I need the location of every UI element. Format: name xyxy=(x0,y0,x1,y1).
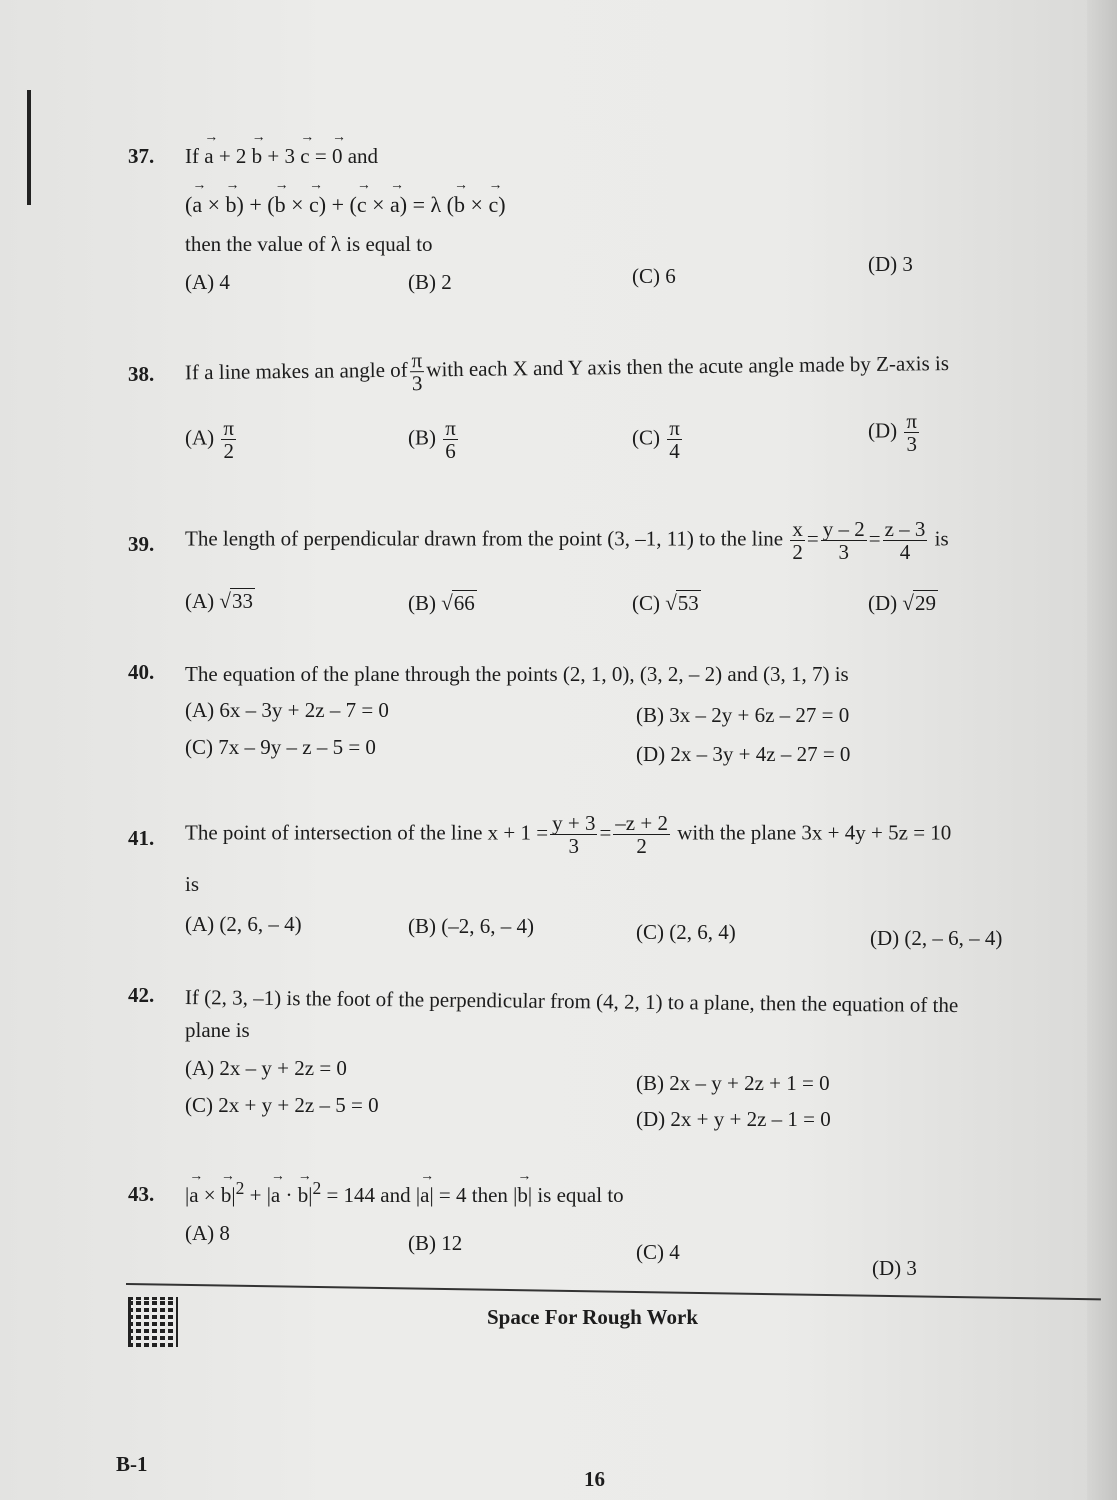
question-text: The point of intersection of the line x + 1 = $\frac{y + 3}{3}$ = $\frac{-z + 2}{2}$ with the plane 3x + 4y + 5z = 10 xyxy=(185,811,952,859)
option-b[interactable]: (B) 12 xyxy=(408,1231,463,1255)
option-b[interactable]: (B) $\frac{\pi}{6}$ xyxy=(408,416,456,464)
rough-work-label: Space For Rough Work xyxy=(487,1305,699,1329)
option-c[interactable]: (C) $\frac{\pi}{4}$ xyxy=(632,416,680,464)
question-text-line2: is xyxy=(185,872,200,896)
option-a[interactable]: (A) 4 xyxy=(185,270,230,294)
margin-mark xyxy=(27,90,31,205)
question-text: The equation of the plane through the points (2, 1, 0), (3, 2, – 2) and (3, 1, 7) is xyxy=(185,662,849,686)
option-b[interactable]: (B) 2 xyxy=(408,270,452,294)
question-text-line1: If (2, 3, –1) is the foot of the perpendicular from (4, 2, 1) to a plane, then the equation of the xyxy=(184,985,959,1018)
option-b[interactable]: (B) 2x – y + 2z + 1 = 0 xyxy=(636,1071,830,1095)
option-b[interactable]: (B) √66 xyxy=(408,591,475,615)
question-text: If a line makes an angle of $\frac{\pi}{3}$ with each X and Y axis then the acute angle made by Z-axis is xyxy=(184,348,950,396)
option-d[interactable]: (D) (2, – 6, – 4) xyxy=(870,926,1003,950)
question-number: 39. xyxy=(128,532,155,556)
question-text: The length of perpendicular drawn from the point (3, –1, 11) to the line $\frac{x}{2}$ = $\frac{y - 2}{3}$ = $\frac{z - 3}{4}$ is xyxy=(185,517,949,565)
option-a[interactable]: (A) $\frac{\pi}{2}$ xyxy=(185,416,235,464)
option-a[interactable]: (A) 6x – 3y + 2z – 7 = 0 xyxy=(185,698,389,722)
option-a[interactable]: (A) √33 xyxy=(185,589,253,613)
question-text-line3: then the value of λ is equal to xyxy=(185,232,433,256)
option-d[interactable]: (D) 2x – 3y + 4z – 27 = 0 xyxy=(636,742,851,766)
question-equation: (→ a × → b) + (→ b × → c) + (→ c × → a) = λ (→ b × → c) xyxy=(185,188,506,218)
page-spine-shadow xyxy=(1087,0,1117,1500)
option-d[interactable]: (D) 2x + y + 2z – 1 = 0 xyxy=(636,1107,831,1131)
question-number: 40. xyxy=(128,660,155,684)
qr-code xyxy=(128,1297,178,1347)
page-number: 16 xyxy=(584,1467,605,1491)
option-d[interactable]: (D) 3 xyxy=(868,252,913,276)
question-number: 38. xyxy=(128,362,155,386)
option-c[interactable]: (C) 6 xyxy=(632,264,676,288)
question-text-line1: If → a + 2 → b + 3 → c = → 0 and xyxy=(185,140,378,169)
booklet-code: B-1 xyxy=(116,1452,148,1476)
question-number: 43. xyxy=(128,1182,155,1206)
question-number: 37. xyxy=(128,144,155,168)
footer-divider xyxy=(126,1283,1101,1300)
option-c[interactable]: (C) 4 xyxy=(636,1240,680,1264)
option-c[interactable]: (C) 2x + y + 2z – 5 = 0 xyxy=(185,1093,379,1117)
option-a[interactable]: (A) 8 xyxy=(185,1221,230,1245)
question-text-line2: plane is xyxy=(185,1018,250,1042)
option-d[interactable]: (D) 3 xyxy=(872,1256,917,1280)
option-d[interactable]: (D) √29 xyxy=(868,591,936,615)
option-a[interactable]: (A) 2x – y + 2z = 0 xyxy=(185,1056,347,1080)
question-text: |→ a × → $b|^2$ + |→ a · → $b|^2 = 144$ and |→ a| = 4 then |→ b| is equal to xyxy=(185,1178,624,1208)
question-number: 41. xyxy=(128,826,155,850)
option-c[interactable]: (C) 7x – 9y – z – 5 = 0 xyxy=(185,735,376,759)
option-b[interactable]: (B) 3x – 2y + 6z – 27 = 0 xyxy=(636,703,850,727)
option-c[interactable]: (C) √53 xyxy=(632,591,699,615)
option-a[interactable]: (A) (2, 6, – 4) xyxy=(185,912,302,936)
question-number: 42. xyxy=(128,983,155,1007)
option-b[interactable]: (B) (–2, 6, – 4) xyxy=(408,914,534,938)
option-d[interactable]: (D) $\frac{\pi}{3}$ xyxy=(868,409,918,457)
option-c[interactable]: (C) (2, 6, 4) xyxy=(636,920,736,944)
